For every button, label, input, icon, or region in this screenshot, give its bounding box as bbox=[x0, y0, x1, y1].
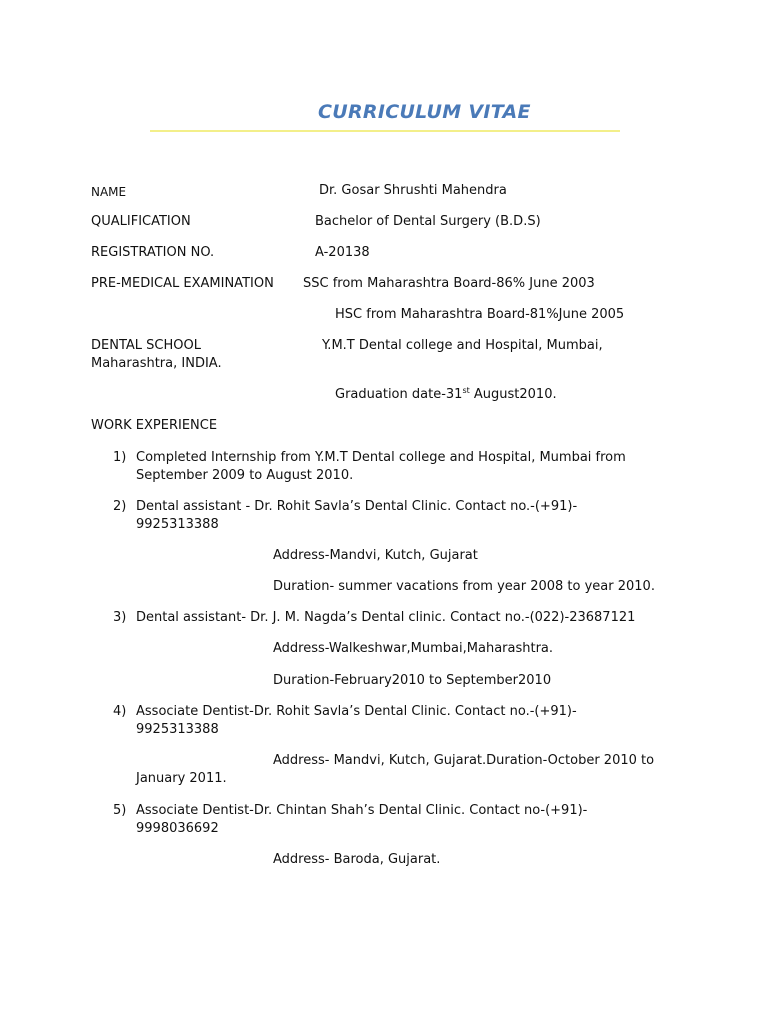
dental-school-label: DENTAL SCHOOL bbox=[91, 338, 201, 353]
registration-label: REGISTRATION NO. bbox=[91, 245, 215, 260]
work-item-5-number: 5) bbox=[113, 803, 127, 818]
work-item-3-duration: Duration-February2010 to September2010 bbox=[273, 673, 552, 688]
work-item-4-line1: Associate Dentist-Dr. Rohit Savla’s Dental Clinic. Contact no.-(+91)- bbox=[136, 704, 577, 719]
work-item-2-address: Address-Mandvi, Kutch, Gujarat bbox=[273, 548, 478, 563]
name-label: NAME bbox=[91, 185, 127, 199]
title-underline bbox=[150, 130, 620, 132]
graduation-prefix: Graduation date-31 bbox=[335, 387, 463, 402]
work-item-5-line1: Associate Dentist-Dr. Chintan Shah’s Dental Clinic. Contact no-(+91)- bbox=[136, 803, 588, 818]
work-item-4-address: Address- Mandvi, Kutch, Gujarat.Duration-October 2010 to bbox=[273, 753, 655, 768]
work-item-4-address-cont: January 2011. bbox=[136, 771, 227, 786]
graduation-suffix: August2010. bbox=[469, 387, 557, 402]
graduation-sup: st bbox=[462, 386, 470, 395]
work-experience-heading: WORK EXPERIENCE bbox=[91, 418, 218, 433]
name-value: Dr. Gosar Shrushti Mahendra bbox=[319, 183, 507, 198]
work-item-4-line2: 9925313388 bbox=[136, 722, 219, 737]
work-item-1-line2: September 2009 to August 2010. bbox=[136, 468, 354, 483]
graduation-date bbox=[335, 386, 557, 404]
dental-school-value-cont: Maharashtra, INDIA. bbox=[91, 356, 222, 371]
qualification-label: QUALIFICATION bbox=[91, 214, 191, 229]
pre-medical-ssc: SSC from Maharashtra Board-86% June 2003 bbox=[303, 276, 595, 291]
work-item-2-number: 2) bbox=[113, 499, 127, 514]
work-item-1-number: 1) bbox=[113, 450, 127, 465]
work-item-2-line1: Dental assistant - Dr. Rohit Savla’s Dental Clinic. Contact no.-(+91)- bbox=[136, 499, 578, 514]
work-item-1-line1: Completed Internship from Y.M.T Dental college and Hospital, Mumbai from bbox=[136, 450, 626, 465]
work-item-5-line2: 9998036692 bbox=[136, 821, 219, 836]
registration-value: A-20138 bbox=[315, 245, 370, 260]
work-item-2-line2: 9925313388 bbox=[136, 517, 219, 532]
work-item-4-number: 4) bbox=[113, 704, 127, 719]
pre-medical-label: PRE-MEDICAL EXAMINATION bbox=[91, 276, 274, 291]
work-item-2-duration: Duration- summer vacations from year 2008 to year 2010. bbox=[273, 579, 655, 594]
work-item-3-address: Address-Walkeshwar,Mumbai,Maharashtra. bbox=[273, 641, 554, 656]
dental-school-value: Y.M.T Dental college and Hospital, Mumbai, bbox=[322, 338, 603, 353]
work-item-5-address: Address- Baroda, Gujarat. bbox=[273, 852, 441, 867]
work-item-3-number: 3) bbox=[113, 610, 127, 625]
pre-medical-hsc: HSC from Maharashtra Board-81%June 2005 bbox=[335, 307, 625, 322]
work-item-3-line1: Dental assistant- Dr. J. M. Nagda’s Dental clinic. Contact no.-(022)-23687121 bbox=[136, 610, 636, 625]
qualification-value: Bachelor of Dental Surgery (B.D.S) bbox=[315, 214, 541, 229]
document-title: CURRICULUM VITAE bbox=[318, 101, 531, 123]
